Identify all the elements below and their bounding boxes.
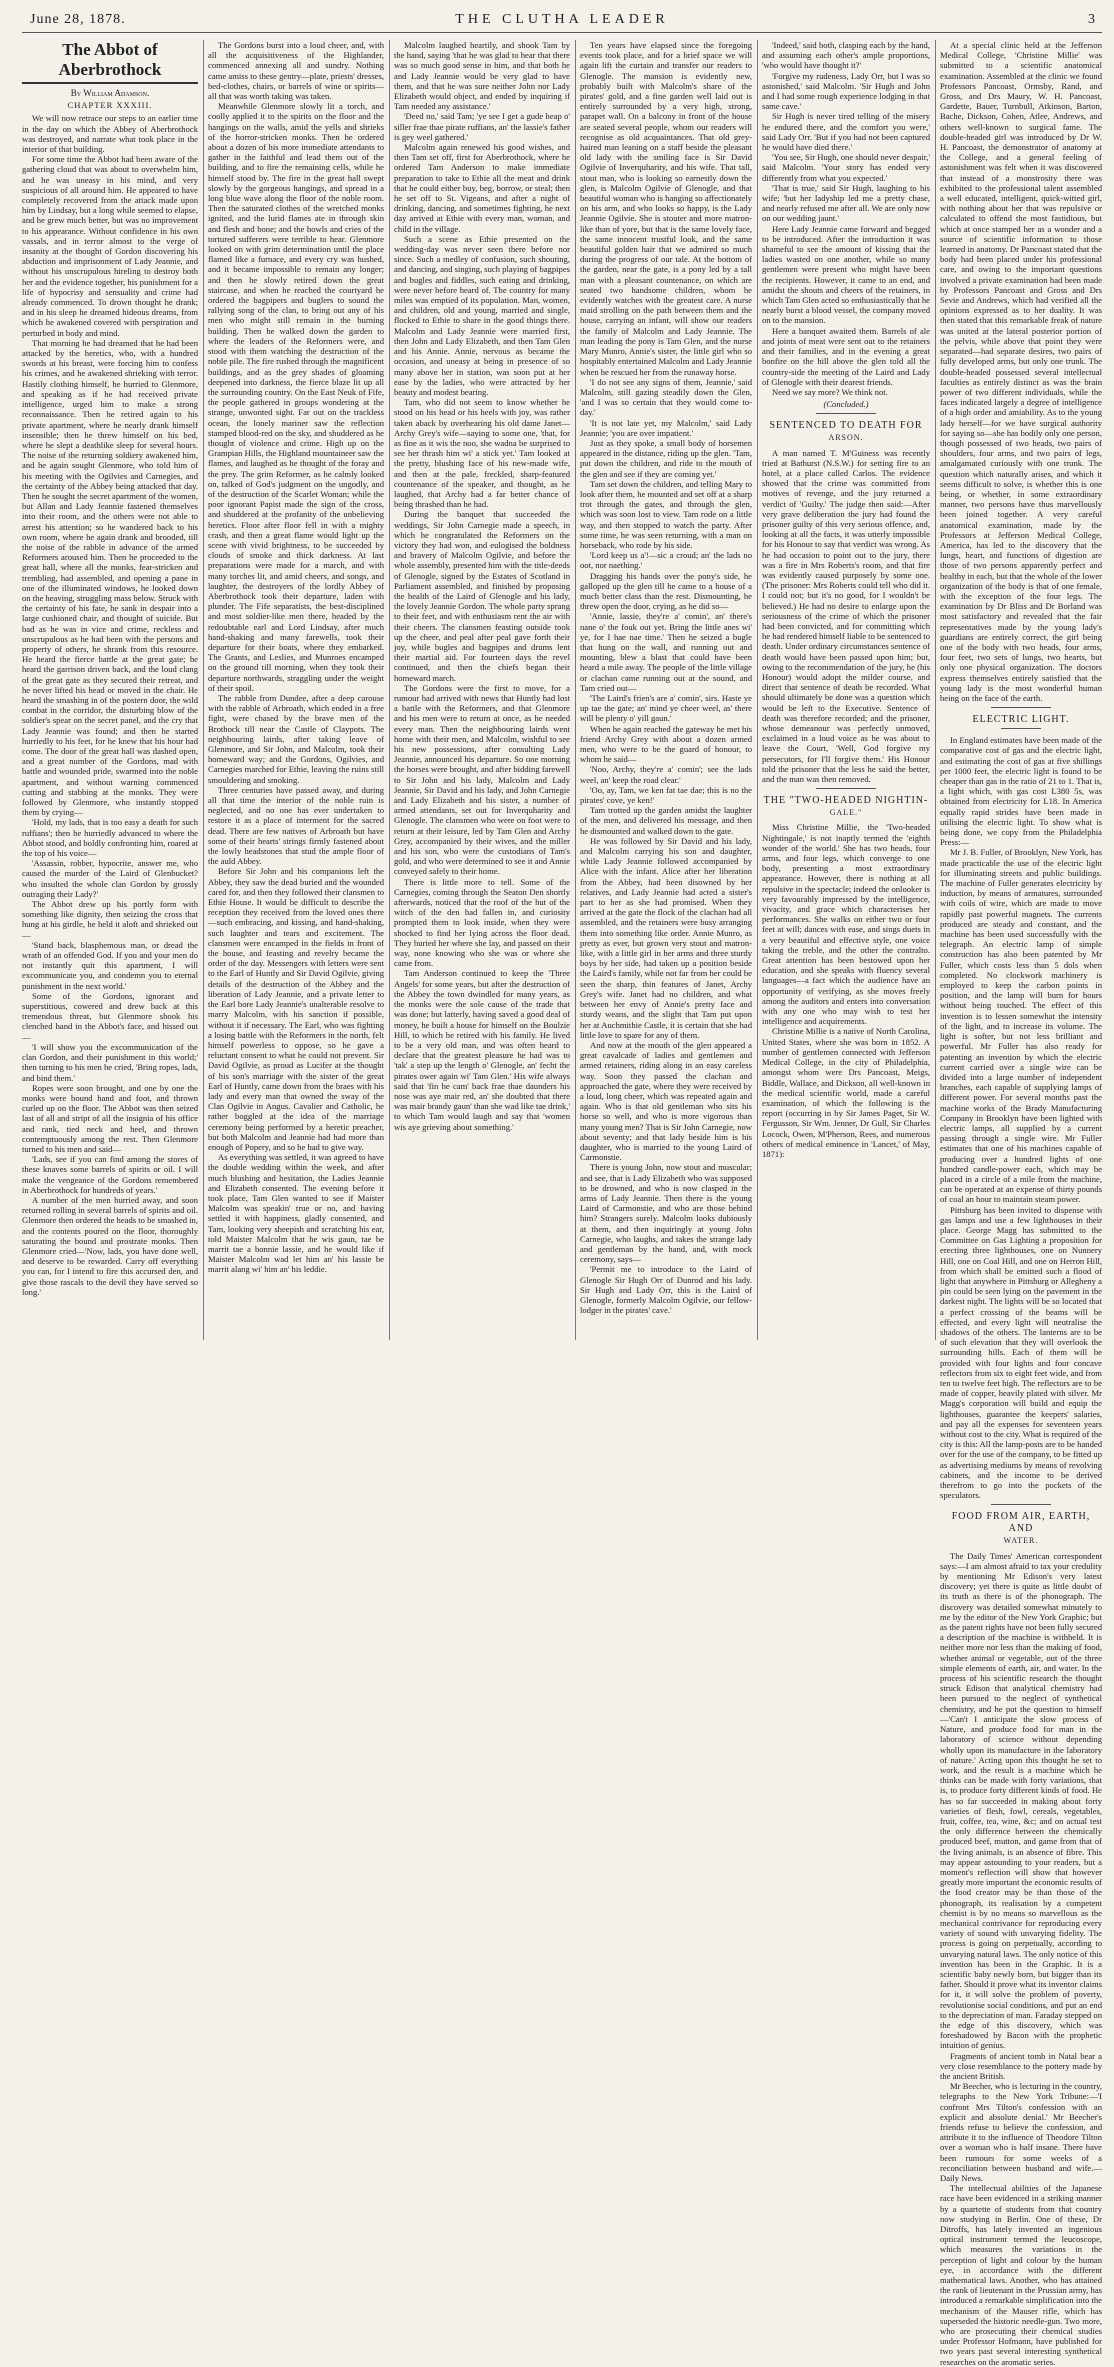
issue-date: June 28, 1878. bbox=[30, 12, 126, 27]
story-paragraph: 'Hold, my lads, that is too easy a death for such ruffians'; then he hurriedly advanced to where the Abbot stood, and boldly confronting him, roared at the top of his voice— bbox=[22, 817, 198, 859]
story-paragraph: The rabble from Dundee, after a deep carouse with the rabble of Arbroath, which ended in a free fight, were chased by the brave men of the Brothock till near the Castle of Claypots. The neighbouring lairds, after taking leave of Glenmore, and Sir John, and Malcolm, took their homeward way; and the Gordons, Ogilvies, and Carnegies marched for Ethie, leaving the ruins still smouldering and smoking. bbox=[208, 693, 384, 785]
story-paragraph: Need we say more? We think not. bbox=[772, 386, 888, 397]
nightingale-paragraph: Miss Christine Millie, the 'Two-headed Nightingale,' is not inaptly termed the 'eighth wonder of the world.' She has two heads, four arms, and four legs, which converge to one body, presenting a most extraordinary appearance. However, there is nothing at all repulsive in the spectacle; indeed the onlooker is very favourably impressed by the intelligence, vivacity, and grace which characterises her performances. She walks on either two or four feet at will; dances with ease, and sings duets in a very beautiful and effective style, one voice taking the treble, and the other the contralto. Great attention has been bestowed upon her education, and she speaks with fluency several languages—a fact which the audience have an opportunity of verifying, as she moves freely among the auditors and enters into conversation with any one who may wish to test her intelligence and acquirements. bbox=[762, 822, 930, 1027]
concluded-note: (Concluded.) bbox=[823, 399, 869, 410]
story-paragraph: The Abbot drew up his portly form with something like dignity, then seizing the cross that hung at his girdle, he held it aloft and shrieked out— bbox=[22, 899, 198, 940]
story-paragraph: A number of the men hurried away, and soon returned rolling in several barrels of spirits and oil. Glenmore then ordered the heads to be smashed in, and the contents poured on the floor, thoroughly saturating the bound and prostrate monks. Then Glenmore cried—'Now, lads, you have done well, and deserve to be rewarded. Carry off everything you can, for I intend to fire this accursed den, and give those rascals to the devil they have served so long.' bbox=[22, 1194, 198, 1297]
story-paragraph: 'The Laird's frien's are a' comin', sirs. Haste ye up tae the gate; an' mind ye cheer weel, as' there will be plenty o' yill gaun.' bbox=[580, 693, 752, 724]
nightingale-paragraph: Christine Millie is a native of North Carolina, United States, where she was born in 1852. A number of gentlemen connected with Jefferson Medical College, in the city of Philadelphia, amongst whom were Drs Pancoast, Meigs, Biddle, Wallace, and Dickson, all well-known in the medical scientific world, made a careful examination, of which the following is the report (occurring in by Sir James Paget, Sir W. Fergusson, Sir Wm. Jenner, Dr Gull, Sir Charles Locock, Owen, M'Pherson, Rees, and numerous others of medical eminence in 'Lancet,' of May, 1871): bbox=[762, 1026, 930, 1159]
paper-title: THE CLUTHA LEADER bbox=[455, 12, 669, 27]
story-paragraph: There is young John, now stout and muscular; and see, that is Lady Elizabeth who was supposed to be drowned, and who is now clasped in the arms of Lady Jeannie. Then there is the young Laird of Carmonstie, and who are those behind him? Strangers surely. Malcolm looks dubiously at them, and then inquiringly at young John Carnegie, who laughs, and takes the strange lady and gentleman by the hand, and, with mock ceremony, says— bbox=[580, 1162, 752, 1265]
story-paragraph: For some time the Abbot had been aware of the gathering cloud that was about to overwhelm him, and he was uneasy in his mind, and very suspicious of all around him. He appeared to have completely recovered from the attack made upon him by Lindsay, but a long while seemed to elapse, and he grew much better, but was no improvement to his appearance. Without confidence in his own vassals, and in terror almost to the verge of insanity at the thought of Gordon discovering his abduction and imprisonment of Lady Jeannie, and without his unscrupulous hireling to destroy both her and the evidence together, his punishment for a life of hypocrisy and sensuality and crime had already commenced. To drown thought he drank; and in his sleep he dreamed hideous dreams, from which he awakened covered with perspiration and perturbed in body and mind. bbox=[22, 154, 198, 338]
story-paragraph: Malcolm laughed heartily, and shook Tam by the hand, saying 'that he was glad to hear that there was so much good sense in him, and that both he and Lady Jeannie would be very glad to have them, and that he was sure neither John nor Lady Elizabeth would object, and ended by inquiring if Tam needed any assistance.' bbox=[394, 40, 570, 112]
story-paragraph: Sir Hugh is never tired telling of the misery he endured there, and the comfort you were,' said Lady Orr. 'But if you had not been captured he would have died there.' bbox=[762, 111, 930, 153]
story-paragraph: Tam set down the children, and telling Mary to look after them, he mounted and set off at a sharp trot through the gates, and through the glen, which was soon lost to view. Tam rode on a little way, and then stopped to watch the party. After some time, he was seen returning, with a man on horseback, who rode by his side. bbox=[580, 478, 752, 550]
story-paragraph: Here Lady Jeannie came forward and begged to be introduced. After the introduction it was shameful to see the amount of kissing that the ladies wasted on one another, while so many gentlemen were present who might have been the recipients. However, it came to an end, and amidst the shouts and cheers of the retainers, in which Tam Glen acted so enthusiastically that he nearly burst a blood vessel, the company moved on to the mansion. bbox=[762, 223, 930, 326]
column-rule bbox=[203, 40, 204, 1340]
column-rule bbox=[935, 40, 936, 1340]
food-paragraph: Mr Beecher, who is lecturing in the country, telegraphs to the New York Tribune:—'I confront Mrs Tilton's confession with an explicit and absolute denial.' Mr Beecher's friends refuse to believe the confession, and attribute it to the influence of Theodore Tilton over a woman who is half insane. There have been rumours for some weeks of a reconciliation between husband and wife.—Daily News. bbox=[940, 2081, 1102, 2184]
story-paragraph: Such a scene as Ethie presented on the wedding-day was never seen there before nor since. Such a medley of confusion, such shouting, and dancing, and singing, such playing of bagpipes and bugles and fiddles, such eating and drinking, were never before heard of. The country for many miles was emptied of its population. Man, women, and children, old and young, married and single, flocked to Ethie to share in the good things there. Malcolm and Lady Jeannie were married first, then John and Lady Elizabeth, and then Tam Glen and his Annie. Annie, nervous as became the occasion, and uneasy at being in presence of so many above her in station, was soon put at her ease by the ladies, who were attracted by her beauty and modest bearing. bbox=[394, 233, 570, 397]
story-paragraph: 'Annie, lassie, they're a' comin', an' there's nane o' the fouk out yet. Bring the little anes wi' ye, for I hae nae time.' Then he seized a bugle that hung on the wall, and running out and mounting, blew a blast that could have been heard a mile away. The people of the little village or clachan came running out at the sound, and Tam cried out— bbox=[580, 611, 752, 693]
story-paragraph: He was followed by Sir David and his lady, and Malcolm carrying his son and daughter, while Lady Jeannie followed accompanied by Alice with the infant. Alice after her liberation from the Abbey, had been disowned by her relatives, and Lady Jeannie had acted a sister's part to her as she had promised. When they arrived at the gate the flock of the clachan had all assembled, and the retainers were busy arranging them into something like order. Annie Munro, as pretty as ever, but grown very stout and matron-like, with a little girl in her arms and three sturdy boys by her side, had taken up a position beside the Laird's family, while not far from her could be seen the sharp, thin features of Janet, Archy Grey's wife. Janet had no children, and what between her envy of Annie's pretty face and sturdy weans, and the slight that Tam put upon her at Auchmithie Castle, it is certain that she had little love to spare for any of them. bbox=[580, 835, 752, 1040]
page-number: 3 bbox=[1088, 12, 1096, 27]
header-rule bbox=[22, 32, 1102, 33]
story-paragraph: Tam trotted up the garden amidst the laughter of the men, and delivered his message, and then he dismounted and walked down to the gate. bbox=[580, 805, 752, 836]
column-5 bbox=[762, 40, 930, 1340]
story-paragraph: 'Noo, Archy, they're a' comin'; see the lads weel, an' keep the road clear.' bbox=[580, 764, 752, 785]
story-paragraph: Tam, who did not seem to know whether he stood on his head or his heels with joy, was rather taken aback by overhearing his old dame Janet—Archy Grey's wife—saying to some one, 'that, for as fine as it wis the noo, she wadna be surprised to see her thrash him wi' a stick yet.' Tam looked at the pretty, blushing face of his new-made wife, and then at the pale, freckled, sharp-featured countenance of the speaker, and thought, as he laughed, that Archy had a far better chance of being thrashed than he had. bbox=[394, 397, 570, 510]
newspaper-page bbox=[22, 10, 1102, 2367]
sentenced-paragraph: A man named T. M'Guiness was recently tried at Bathurst (N.S.W.) for setting fire to an hotel, at a place called Carlos. The evidence showed that the crime was committed from motives of revenge, and the jury returned a verdict of 'Guilty.' The judge then said:—After very grave deliberation the jury had found the prisoner guilty of this very serious offence, and, looking at all the facts, it was utterly impossible for his Honour to say that verdict was wrong. As he had occasion to point out to the jury, there was a fire in Mrs Roberts's room, and that fire was evidently caused purposely by some one. (The prisoner: Mrs Roberts could tell who did it. I could not; but it's no good, for I wouldn't be believed.) He had no desire to enlarge upon the seriousness of the crime of which the prisoner had been convicted, and for committing which he had rendered himself liable to be sentenced to death. Under ordinary circumstances sentence of death would have been passed upon him; but, owing to the recommendation of the jury, he (his Honour) would adopt the milder course, and direct that sentence of death be recorded. What should ultimately be done was a question which would be left to the Executive. Sentence of death was therefore recorded; and the prisoner, whose demeanour was perfectly unmoved, exclaimed in a loud voice as he was about to leave the Court, 'Well, God forgive my persecutors, for I'll forgive them.' His Honour told the prisoner that the less he said the better, and the man was then removed. bbox=[762, 447, 930, 785]
section-divider bbox=[991, 707, 1051, 708]
story-paragraph: We will now retrace our steps to an earlier time in the day on which the Abbey of Aberbrothock was destroyed, and narrate what took place in the interior of that building. bbox=[22, 113, 198, 155]
running-head bbox=[22, 10, 1102, 32]
story-paragraph: 'Forgive my rudeness, Lady Orr, but I was so astonished,' said Malcolm. 'Sir Hugh and John and I had some rough experience lodging in that same cave.' bbox=[762, 70, 930, 112]
story-paragraph: Tam Anderson continued to keep the 'Three Angels' for some years, but after the destruction of the Abbey the town dwindled for many years, as the monks were the sole cause of the trade that was done; but latterly, having saved a good deal of money, he built a house for himself on the Boulzie Hill, to which he retired with his family. He lived to be a very old man, and was often heard to declare that the greatest pleasure he had was to 'tak' a step up the length o' Glenogle, an' fecht the pirates ower again wi' Tam Glen.' His wife always said that 'fin he cam' back frae thae daunders his nose was aye mair red, an' she doubted that there was mair brandy gaun' than she wad like tae drink,' to which Tam would laugh and say that 'women wis aye grieving about something.' bbox=[394, 968, 570, 1132]
story-paragraph: Before Sir John and his companions left the Abbey, they saw the dead buried and the wounded cared for, and then they followed their clansmen to Ethie House. It would be difficult to describe the reception they received from the loved ones there—such embracing, and kissing, and hand-shaking, such laughter and tears and excitement. The clansmen were encamped in the fields in front of the house, and feasting and revelry became the order of the day. Messengers with letters were sent to the Earl of Huntly and Sir David Ogilvie, giving details of the destruction of the Abbey and the liberation of Lady Jeannie, and a private letter to the Earl bore Lady Jeannie's unalterable resolve to marry Malcolm, with his sanction if possible, without it if necessary. The Earl, who was fighting a losing battle with the Reformers in the north, felt himself powerless to oppose, so he gave a reluctant consent to what he could not prevent. Sir David Ogilvie, as proud as Lucifer at the thought of his son's marriage with the sister of the great Earl of Huntly, came down from the braes with his lady and every man that owned the sway of the Clan Ogilvie in Angus. Cavalier and Catholic, he rather boggled at the idea of the marriage ceremony being performed by a heretic preacher, but both Malcolm and Jeannie had had more than enough of Popery, and so he had to give way. bbox=[208, 866, 384, 1152]
food-title: FOOD FROM AIR, EARTH, AND bbox=[951, 1511, 1091, 1535]
story-paragraph: 'You see, Sir Hugh, one should never despair,' said Malcolm. 'Your story has ended very differently from what you expected.' bbox=[762, 152, 930, 183]
story-paragraph: Malcolm again renewed his good wishes, and then Tam set off, first for Aberbrothock, where he ordered Tam Anderson to make immediate preparation to take to Ethie all the meat and drink that he could either buy, beg, borrow, or steal; then he set off to St. Vigeans, and after a night of drinking, dancing, and sometimes fighting, he next day arrived at Ethie with every man, woman, and child in the village. bbox=[394, 142, 570, 234]
story-paragraph: 'Indeed,' said both, clasping each by the hand, and assuming each other's ample proportions, 'who would have thought it?' bbox=[762, 40, 930, 71]
story-paragraph: Ten years have elapsed since the foregoing events took place, and for a brief space we will again lift the curtain and transfer our readers to Glenogle. The mansion is evidently new, probably built with Malcolm's share of the pirates' gold, and a fine garden well laid out is entirely surrounded by a very high, strong, parapet wall. On a balcony in front of the house are seated several people, whom our readers will recognise as old acquaintances. That old grey-haired man leaning on a staff beside the pleasant old lady with the smiling face is Sir David Ogilvie of Inverquharity, and his wife. That tall, stout man, who is looking so earnestly down the glen, is Malcolm Ogilvie of Glenogle, and that beautiful woman who is hanging so affectionately on his arm, and who looks so happy, is the Lady Jeannie Ogilvie. She is stouter and more matron-like than of yore, but that is the same lovely face, the same innocent trustful look, and the same beautiful golden hair that we admired so much during the progress of our tale. At the bottom of the garden, near the gate, is a pony led by a tall man with a pleasant countenance, on which are seated two handsome children, whom he evidently watches with the greatest care. A nurse maid strolling on the path between them and the house, carrying an infant, will show our readers the family of Malcolm and Lady Jeannie. The man leading the pony is Tam Glen, and the nurse Mary Munro, Annie's sister, the little girl who so hospitably entertained Malcolm and Lady Jeannie when he rescued her from the runaway horse. bbox=[580, 40, 752, 377]
column-rule bbox=[389, 40, 390, 1340]
story-paragraph: Dragging his hands over the pony's side, he galloped up the glen till he came to a house of a much better class than the rest. Dismounting, he threw open the door, crying, as he did so— bbox=[580, 570, 752, 612]
nightingale-title: THE "TWO-HEADED NIGHTIN- bbox=[763, 795, 929, 807]
story-paragraph: When he again reached the gateway he met his friend Archy Grey with about a dozen armed men, who were to be the guard of honour, to whom he said— bbox=[580, 723, 752, 765]
article-columns bbox=[22, 40, 1102, 2367]
column-2 bbox=[208, 40, 384, 1340]
story-title: The Abbot of Aberbrothock bbox=[22, 40, 198, 84]
food-paragraph: The Daily Times' American correspondent says:—I am almost afraid to tax your credulity by mentioning Mr Edison's very latest discovery; yet there is quite as little doubt of its truth as there is of the phonograph. The discovery was detailed somewhat minutely to me by the editor of the New York Graphic; but as the patent rights have not been fully secured a description of the machine is withheld. It is neither more nor less than the making of food, whether animal or vegetable, out of the three simple elements of earth, air, and water. In the process of his scientific research the thought struck Edison that analytical chemistry had been pursued to the neglect of synthetical chemistry, and he put the question to himself—'Can't I anticipate the slow process of Nature, and produce food for man in the laboratory of science without depending wholly upon its manufacture in the laboratory of nature.' Acting upon this thought he set to work, and the result is a machine which he thinks can be made with forty variations, that is, to produce forty different kinds of food. He has so far succeeded in making about forty varieties of flesh, fowl, cereals, vegetables, fruit, coffee, tea, wine, &c; and on actual test the only difference between the chemically produced beef, mutton, and game from that of the living animals, is an absence of fibre. This may appear astounding to your readers, but a moment's reflection will show that however greatly more important the economic results of the food creator may be than those of the phonograph, its realisation by a competent chemist is by no means so marvellous as the mechanical contrivance for reproducing every variety of sound with unvarying fidelity. The process is going on perpetually, according to unvarying natural laws. The only notice of this invention has been in the Graphic. It is a scientific baby newly born, but bigger than its father. Should it prove what its inventor claims for it, it will solve the problem of poverty, revolutionise social conditions, and put an end to the depreciation of man. Faraday stepped on the edge of this discovery, which was foreshadowed by Bacon with the prophetic intuition of genius. bbox=[940, 1550, 1102, 2051]
story-paragraph: 'Lads, see if you can find among the stores of these knaves some barrels of spirits or oil. I will make the vengeance of the Gordons remembered in Aberbrothock for hundreds of years.' bbox=[22, 1154, 198, 1195]
story-paragraph: 'Deed no,' said Tam; 'ye see I get a gude heap o' siller frae thae pirate ruffians, an' the lassie's father is gey weel gathered.' bbox=[394, 111, 570, 142]
story-paragraph: Meanwhile Glenmore slowly lit a torch, and coolly applied it to the spirits on the floor and the hangings on the walls, amid the yells and shrieks of the horror-stricken monks. Then he ordered about a dozen of his more immediate attendants to gather in the faithful and lead them out of the building, and to fire the remaining cells, while he himself stood by. The fire in the great hall swept slowly by the gorgeous hangings, and spread in a long blue wave along the floor of the noble room. Then the saturated clothes of the wretched monks ignited, and the lurid flames ate in through skin and flesh and bone; and the howls and cries of the tortured sufferers were terrible to hear. Glenmore looked on with grim determination until the place flamed like a furnace, and every cry was hushed, and it became impossible to remain any longer; and then he slowly retired down the great staircase, and when he reached the courtyard he ordered the bagpipers and buglers to sound the rallying song of the clan, to bring out any of his men who might still remain in the burning building. Then he walked down the garden to where the leaders of the Reformers were, and stood with them watching the destruction of the noble pile. The fire rushed through the magnificent buildings, and as the grey shades of gloaming deepened into darkness, the fierce blaze lit up all the surrounding country. On the East Neuk of Fife, the people gathered in groups wondering at the strange, unwonted sight. Far out on the trackless ocean, the lonely mariner saw the reflection stamped blood-red on the sky, and shuddered as he thought of violence and crime. High up on the Grampian Hills, the Highland mountaineer saw the flames, and laughed as he thought of the foray and the prey. The grim Reformer, as he calmly looked on, talked of God's judgment on the ungodly, and of the destruction of the Scarlet Woman; while the poor ignorant Papist made the sign of the cross, and shuddered at the profanity of the unbelieving heretics. Floor after floor fell in with a mighty crash, and then a great flame would light up the scene with vivid brightness, to be succeeded by clouds of smoke and thick darkness. At last preparations were made for a march, and with many torches lit, and amid cheers, and songs, and laughter, the destroyers of the lordly Abbey of Aberbrothock took their departure, laden with plunder. The Fife separatists, the best-disciplined and most soldier-like men there, headed by the redoubtable earl and Lord Lindsay, after much hand-shaking and many farewells, took their departure for their boats, where they embarked. The Grants, and Leslies, and Munroes encamped on the ground till morning, when they took their departure northwards, straggling under the weight of their spoil. bbox=[208, 101, 384, 693]
story-paragraph: The Gordons burst into a loud cheer, and, with all the acquisitiveness of the Highlander, commenced annexing all and sundry. Nothing came amiss to these gentry—plate, priests' dresses, bed-clothes, chairs, or barrels of wine or spirits—all that was worth taking was taken. bbox=[208, 40, 384, 102]
story-paragraph: 'I will show you the excommunication of the clan Gordon, and their punishment in this world;' then turning to his men he cried, 'Bring ropes, lads, and bind them.' bbox=[22, 1041, 198, 1083]
story-paragraph: 'It is not late yet, my Malcolm,' said Lady Jeannie; 'you are over impatient.' bbox=[580, 417, 752, 438]
electric-paragraph: In England estimates have been made of the comparative cost of gas and the electric light, and estimating the cost of gas at five shillings per 1000 feet, the electric light is found to be cheaper than gas in the ratio of 21 to 1. That is, a light which, with gas cost L380 5s, was obtained from electricity for L18. In America equally rapid strides have been made in utilising the electric light. To show what is being done, we copy from the Philadelphia Press:— bbox=[940, 735, 1102, 848]
story-paragraph: 'Lord keep us a'!—sic a croud; an' the lads no oot, nor naething.' bbox=[580, 550, 752, 571]
nightingale-paragraph: At a special clinic held at the Jefferson Medical College, 'Christine Millie' was submitted to a scientific anatomical examination. Assembled at the clinic we found Professors Pancoast, Ormsby, Rand, and Gross, and Drs Maury, W. H. Pancoast, Gardette, Bauer, Turnbull, Atkinson, Barton, Bache, Dickson, Cohen, Atlee, Andrews, and others well-known to surgical fame. The double-headed girl was introduced by Dr W. H. Pancoast, the demonstrator of anatomy at the College, and a general feeling of astonishment was felt when it was discovered that instead of a monstrosity there was exhibited to the professional talent assembled a well educated, intelligent, quick-witted girl, with nothing about her that was repulsive or calculated to offend the most fastidious, but which at once stamped her as a wonder and a source of scientific information to those learned in anatomy. Dr Pancoast stated that the body had been placed under his professional care, and owing to the important questions involved a private examination had been made by Professors Pancoast and Gross and Drs Sevie and Andrews, which had verified all the opinions expressed as to her duality. It was then stated that this remarkable freak of nature was united at the lateral posterior portion of the pelvis, while above that point they were separated—had separate desires, two pairs of fully developed arms, but only one trunk. The double-headed possessed several intellectual faculties as entirely distinct as was the brain power of two different individuals, while the faces indicated largely a degree of intelligence of a high order and amiability. As to the young lady herself—for we have surgical authority for saying so—she has bodily only one person, though possessed of two heads, two pairs of shoulders, four arms, and two pairs of legs, amalgamated curiously with one trunk. The question which naturally arises, and which it seems difficult to solve, is whether this is one being, or whether, in some extraordinary manner, two persons have thus marvellously been joined together. A very careful anatomical examination, made by the Professors at Jefferson Medical College, America, has led to the discovery that the lungs, heart, and functions of digestion are those of two persons apparently perfect and healthy in each, but that the whole of the lower organization of the body is that of one female, with the exception of the four legs. The examination by Dr Bliss and Dr Borland was most satisfactory and revealed that the fair representatives made by the young lady's guardians are entirely correct, the girl being one of the body with two heads, four arms, four feet, two sets of lungs, two hearts, but only one physical organization. The doctors express themselves entirely satisfied that the young lady is the most wonderful human being on the face of the earth. bbox=[940, 40, 1102, 703]
column-3 bbox=[394, 40, 570, 1340]
section-divider bbox=[816, 788, 876, 789]
section-divider bbox=[991, 1504, 1051, 1505]
story-paragraph: That morning he had dreamed that he had been attacked by the heretics, who, with a hundred swords at his breast, were forcing him to confess his crimes, and he awakened shrieking with terror. Hastily clothing himself, he hurried to Glenmore, and speaking as if he had received private intelligence, urged him to make a strong reconnaissance. Then he retired again to his private apartment, where he nearly drank himself insensible; then he threw himself on his bed, where he slept a deathlike sleep for several hours. The noise of the returning soldiery awakened him, and he again sought Glenmore, who told him of his meeting with the Ogilvies and Carnegies, and the certainty of the Abbey being attacked that day. Then he sought the secret apartment of the women, but Allan and Lady Jeannie fastened themselves into their room, and the others were not able to arrest his attention; so he wandered back to his own room, where he again drank and brooded, till the noise of the rabble in advance of the armed Reformers aroused him. Then he proceeded to the great hall, where all the monks, fear-stricken and trembling, had assembled, and opening a pane in one of the illuminated windows, he looked down on the heaving, struggling mass below. Struck with the certainty of his fate, he sank in despair into a large cushioned chair, and thought of suicide. But bad as he was in vice and crime, reckless and unscrupulous as he had been with the persons and property of others, he shrank from this resource. He heard the fierce battle at the great gate; he heard the garrison driven back, and the loud clang of the great gate as they secured their retreat, and he never lifted his head or moved in the chair. He heard the smashing in of the postern door, the wild combat in the corridor, the disturbing blow of the soldier's spear on the secret panel, and the cry that Lady Jeannie was found; and then he started hurriedly to his feet, for he knew that his hour had come. The door of the great hall was dashed open, and a great number of the Gordons, mad with battle and wounded pride, swarmed into the noble apartment, and without warning commenced cutting and stabbing at the monks. They were followed by Glenmore, who instantly stopped them by crying— bbox=[22, 337, 198, 818]
electric-paragraph: Pittsburg has been invited to dispense with gas lamps and use a few lighthouses in their place. George Magg has submitted to the Committee on Gas Lighting a proposition for erecting three lighthouses, one on Nunnery Hill, one on Coal Hill, and one on Herron Hill, from which shall be emitted such a flood of light that anywhere in Pittsburg or Allegheny a pin could be seen lying on the pavement in the darkest night. The lights will be so located that a perfect crossing of the beams will be effected, and every light will neutralise the shadows of the others. The lanterns are to be of such elevation that they will overlook the surrounding hills. Each of them will be provided with four lights and four concave reflectors from six to eight feet wide, and from ten to twelve feet high. The reflectors are to be made of copper, heavily plated with silver. Mr Magg's corporation will build and equip the lighthouses, guarantee the keepers' salaries, and pay all the expenses for seventeen years without cost to the city. What is required of the city is this: All the lamp-posts are to be handed over for the use of the company, to be fitted up as advertising mediums by means of revolving cabinets, and the income to be derived therefrom to go into the pockets of the speculators. bbox=[940, 1204, 1102, 1501]
story-paragraph: 'Stand back, blasphemous man, or dread the wrath of an offended God. If you and your men do not instantly quit this apartment, I will excommunicate you, and condemn you to eternal punishment in the next world.' bbox=[22, 939, 198, 991]
sentenced-title: SENTENCED TO DEATH FOR bbox=[769, 420, 923, 432]
story-paragraph: Just as they spoke, a small body of horsemen appeared in the distance, riding up the glen. 'Tam, put down the children, and ride to the mouth of the glen and see if they are coming yet.' bbox=[580, 437, 752, 479]
story-author: By William Adamson. bbox=[70, 88, 150, 98]
story-paragraph: And now at the mouth of the glen appeared a great cavalcade of ladies and gentlemen and armed retainers, riding along in an easy careless way. Soon they passed the clachan and approached the gate, where they were received by a loud, long cheer, which was repeated again and again. Who is that old gentleman who sits his horse so well, and who is more vigorous than many young men? That is Sir John Carnegie, now about seventy; and that lady beside him is his daughter, who is married to the young Laird of Carmonstie. bbox=[580, 1039, 752, 1163]
electric-title: ELECTRIC LIGHT. bbox=[972, 714, 1070, 726]
story-paragraph: During the banquet that succeeded the weddings, Sir John Carnegie made a speech, in which he congratulated the Reformers on the victory they had won, and eulogised the boldness and bravery of Malcolm Ogilvie, and before the whole assembly, presented him with the title-deeds of Glenogle, signed by the Estates of Scotland in Parliament assembled, and finished by proposing the health of the Laird of Glenogle and his lady, the lovely Jeannie Gordon. The whole party sprang to their feet, and with enthusiasm rent the air with their cheers. The clansmen feasting outside took up the cheer, and peal after peal gave forth their joy, while bugles and bagpipes and drums lent their martial aid. For fourteen days the revel continued, and then the chiefs began their homeward march. bbox=[394, 509, 570, 683]
sentenced-subtitle: ARSON. bbox=[828, 433, 864, 443]
column-1 bbox=[22, 40, 198, 1340]
story-paragraph: 'Permit me to introduce to the Laird of Glenogle Sir Hugh Orr of Dunrod and his lady. Sir Hugh and Lady Orr, this is the Laird of Glenogle, formerly Malcolm Ogilvie, our fellow-lodger in the pirates' cave.' bbox=[580, 1264, 752, 1316]
electric-paragraph: Mr J. B. Fuller, of Brooklyn, New York, has made practicable the use of the electric light for illuminating streets and public buildings. The machine of Fuller generates electricity by induction, by means of armatures, surrounded with coils of wire, which are made to move rapidly past powerful magnets. The currents produced are steady and constant, and the machine has been used successfully with the telegraph. An electric lamp of simple construction has also been patented by Mr Fuller, which costs less than 5 dols when completed. No clockwork machinery is employed to keep the carbon points in position, and the lamp will burn for hours without being touched. The effect of this invention is to lessen somewhat the intensity of the light, and to increase its volume. The light is softer, but not less brilliant and powerful. Mr Fuller has also ready for patenting an invention by which the electric current carried over a single wire can be divided into a large number of independent branches, each capable of supplying lamps of different power. For several months past the machine works of the Brady Manufacturing Company in Brooklyn have been lighted with electric lamps, all supplied by a current passing through a single wire. Mr Fuller estimates that one of his machines capable of producing over a hundred lights of one hundred candle-power each, which may be placed in a circle of a mile from the machine, can be operated at an expense of thirty pounds of coal an hour to maintain steam power. bbox=[940, 847, 1102, 1205]
column-6 bbox=[940, 40, 1102, 2367]
title-underline bbox=[1001, 728, 1041, 729]
story-paragraph: 'Assassin, robber, hypocrite, answer me, who caused the murder of the Laird of Glenbucket? who insulted the whole clan Gordon by grossly outraging their Lady?' bbox=[22, 858, 198, 899]
story-paragraph: As everything was settled, it was agreed to have the double wedding within the week, and after much blushing and hesitation, the Ladies Jeannie and Elizabeth consented. The evening before it took place, Tam Glen wanted to see if Maister Malcolm was speakin' true or no, and having settled it with happiness, gladly consented, and Tam, looking very sheepish and scratching his ear, told Maister Malcolm that he wis gaun, tae be marrit tae a bonnie lassie, and he would like if Maister Malcolm wad let him an' his lassie be marrit alang wi' him an' his leddie. bbox=[208, 1152, 384, 1275]
story-paragraph: Three centuries have passed away, and during all that time the interior of the noble ruin is neglected, and no one has ever undertaken to restore it as a place of interment for the sacred dead. There are few natives of Arbroath but have some of their hearts' strings firmly fastened about the lowly headstones that stud the ample floor of the auld Abbey. bbox=[208, 784, 384, 867]
column-4 bbox=[580, 40, 752, 1340]
story-paragraph: There is little more to tell. Some of the Carnegies, coming through the Seaton Den shortly afterwards, noticed that the roof of the hut of the witch of the den had fallen in, and curiosity prompted them to look inside, when they were shocked to find her lying across the floor dead. They buried her where she lay, and passed on their way, none knowing who she was or where she came from. bbox=[394, 876, 570, 969]
column-rule bbox=[575, 40, 576, 1340]
story-paragraph: 'I do not see any signs of them, Jeannie,' said Malcolm, still gazing steadily down the Glen, 'and I was so certain that they would come to-day.' bbox=[580, 376, 752, 418]
story-paragraph: Ropes were soon brought, and one by one the monks were bound hand and foot, and thrown curled up on the floor. The Abbot was then seized last of all and stript of all the insignia of his office and rank, tied neck and heel, and thrown contemptuously among the rest. Then Glenmore turned to his men and said— bbox=[22, 1082, 198, 1154]
story-chapter: CHAPTER XXXIII. bbox=[67, 100, 153, 111]
story-paragraph: Here a banquet awaited them. Barrels of ale and joints of meat were sent out to the retainers and their families, and in the evening a great bonfire on the hill above the glen told all the country-side the meeting of the Laird and Lady of Glenogle with their dearest friends. bbox=[762, 325, 930, 387]
nightingale-subtitle: GALE." bbox=[829, 808, 863, 818]
story-paragraph: 'That is true,' said Sir Hugh, laughing to his wife; 'but her ladyship led me a pretty chase, and nearly refused me after all. We are only now on our wedding jaunt.' bbox=[762, 182, 930, 224]
food-subtitle: WATER. bbox=[1003, 1536, 1039, 1546]
section-divider bbox=[816, 413, 876, 414]
story-paragraph: Some of the Gordons, ignorant and superstitious, cowered and drew back at this tremendous threat, but Glenmore shook his clenched hand in the Abbot's face, and hissed out— bbox=[22, 990, 198, 1042]
column-rule bbox=[757, 40, 758, 1340]
story-paragraph: 'Oo, ay, Tam, we ken fat tae dae; this is no the pirates' cove, ye ken!' bbox=[580, 784, 752, 806]
story-paragraph: The Gordons were the first to move, for a rumour had arrived with news that Huntly had lost a battle with the Reformers, and that Glenmore and his men were to return at once, as he needed every man. Then the neighbouring lairds went home with their men, and Malcolm, wishful to see his new possessions, after consulting Lady Jeannie, announced his departure. So one morning the horses were brought, and after bidding farewell to Sir John and his lady, Malcolm and Lady Jeannie, Sir David and his lady, and John Carnegie and Lady Elizabeth and his sister, a number of armed attendants, set out for Inverquharity and Glenogle. The clansmen who were on foot were to return at their leisure, led by Tam Glen and Archy Grey, accompanied by their wives, and the miller and his son, who were the custodians of Tam's gold, and who were determined to see it and Annie conveyed safely to their home. bbox=[394, 682, 570, 877]
food-paragraph: Fragments of ancient tomb in Natal bear a very close resemblance to the pottery made by the ancient British. bbox=[940, 2050, 1102, 2081]
food-paragraph: The intellectual abilities of the Japanese race have been evidenced in a striking manner by a quartette of students from that country now studying in Berlin. One of these, Dr Ditroffs, has lately invented an ingenious optical instrument termed the leucoscope, which measures the variations in the perception of light and colour by the human eye, in accordance with the different mathematical laws. Another, who has attained the rank of lieutenant in the Prussian army, has introduced a remarkable simplification into the mechanism of the Mauser rifle, which has superseded the historic needle-gun. Two more, who are prosecuting their chemical studies under Professor Hofmann, have published for two years past several interesting synthetical researches on the aromatic series. bbox=[940, 2183, 1102, 2367]
